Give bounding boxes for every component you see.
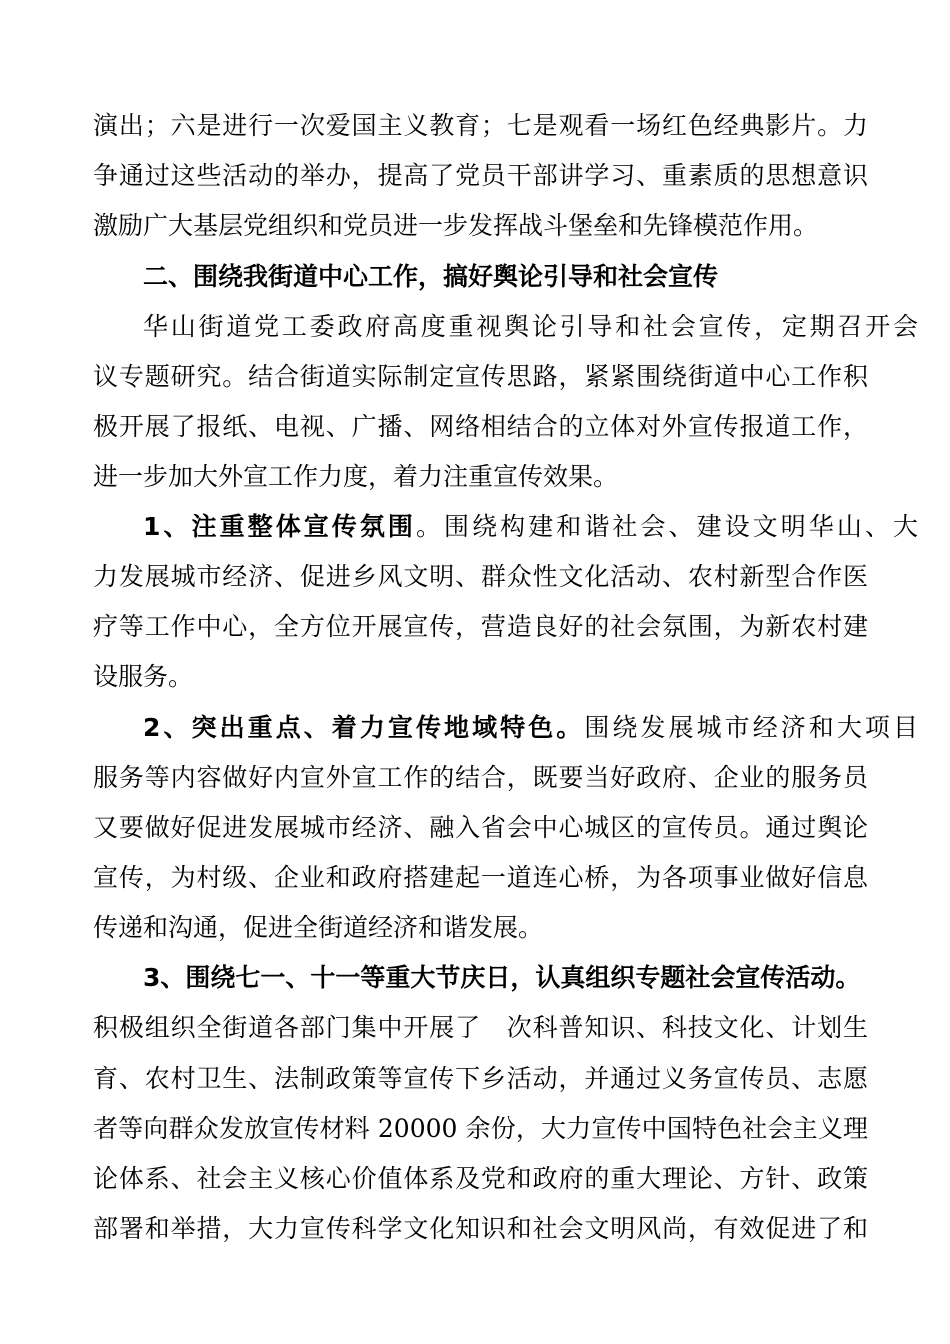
paragraph-line: 又要做好促进发展城市经济、融入省会中心城区的宣传员。通过舆论 xyxy=(93,813,868,842)
paragraph-line: 服务等内容做好内宣外宣工作的结合，既要当好政府、企业的服务员 xyxy=(93,763,868,792)
paragraph-line: 力发展城市经济、促进乡风文明、群众性文化活动、农村新型合作医 xyxy=(93,562,868,591)
paragraph-line: 育、农村卫生、法制政策等宣传下乡活动，并通过义务宣传员、志愿 xyxy=(93,1064,868,1093)
paragraph-line: 传递和沟通，促进全街道经济和谐发展。 xyxy=(93,913,544,942)
item-title: 1、注重整体宣传氛围 xyxy=(143,512,416,541)
section-heading: 二、围绕我街道中心工作，搞好舆论引导和社会宣传 xyxy=(143,262,719,291)
paragraph-line: 疗等工作中心，全方位开展宣传，营造良好的社会氛围，为新农村建 xyxy=(93,612,868,641)
paragraph-line: 部署和举措，大力宣传科学文化知识和社会文明风尚，有效促进了和 xyxy=(93,1214,868,1243)
item-text: 围绕发展城市经济和大项目 xyxy=(584,713,918,742)
paragraph-line: 争通过这些活动的举办，提高了党员干部讲学习、重素质的思想意识 xyxy=(93,161,868,190)
item-first-line xyxy=(93,502,918,552)
paragraph-line: 积极组织全街道各部门集中开展了 次科普知识、科技文化、计划生 xyxy=(93,1013,868,1042)
item-first-line xyxy=(93,703,918,753)
paragraph-line: 华山街道党工委政府高度重视舆论引导和社会宣传，定期召开会 xyxy=(143,312,918,341)
paragraph-line: 进一步加大外宣工作力度，着力注重宣传效果。 xyxy=(93,462,619,491)
item-title: 3、围绕七一、十一等重大节庆日，认真组织专题社会宣传活动。 xyxy=(143,963,861,992)
paragraph-line: 宣传，为村级、企业和政府搭建起一道连心桥，为各项事业做好信息 xyxy=(93,863,868,892)
paragraph-line: 激励广大基层党组织和党员进一步发挥战斗堡垒和先锋模范作用。 xyxy=(93,211,819,240)
paragraph-line: 论体系、社会主义核心价值体系及党和政府的重大理论、方针、政策 xyxy=(93,1164,868,1193)
paragraph-line: 演出；六是进行一次爱国主义教育；七是观看一场红色经典影片。力 xyxy=(93,111,868,140)
paragraph-line: 设服务。 xyxy=(93,662,194,691)
item-text: 。围绕构建和谐社会、建设文明华山、大 xyxy=(415,512,918,541)
paragraph-line: 极开展了报纸、电视、广播、网络相结合的立体对外宣传报道工作， xyxy=(93,412,868,441)
paragraph-line: 者等向群众发放宣传材料 20000 余份，大力宣传中国特色社会主义理 xyxy=(93,1114,868,1143)
item-title: 2、突出重点、着力宣传地域特色。 xyxy=(143,713,585,742)
paragraph-line: 议专题研究。结合街道实际制定宣传思路，紧紧围绕街道中心工作积 xyxy=(93,362,868,391)
